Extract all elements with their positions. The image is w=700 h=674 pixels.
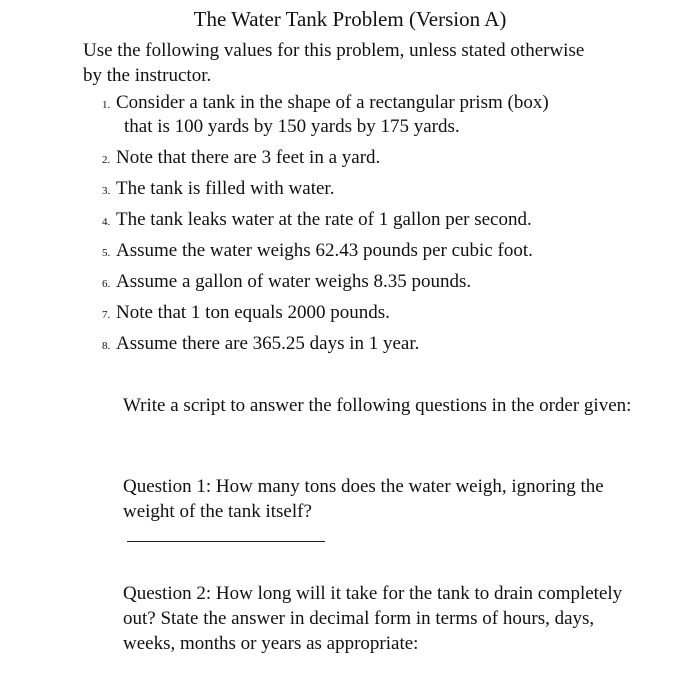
answer-blank-line [127,541,325,542]
list-item-text: The tank leaks water at the rate of 1 gallon per second. [116,209,532,230]
page-title: The Water Tank Problem (Version A) [193,7,507,31]
list-item-text: Note that there are 3 feet in a yard. [116,147,381,168]
list-item [102,270,622,294]
question-1: Question 1: How many tons does the water weigh, ignoring the weight of the tank itself? [123,476,604,522]
list-item-text: Assume a gallon of water weighs 8.35 pounds. [116,271,472,292]
list-item-number: 8. [102,340,111,352]
instructions-paragraph: Write a script to answer the following questions in the order given: [123,395,632,416]
list-item [102,301,622,325]
list-item [102,91,622,139]
list-item [102,146,622,170]
question-2: Question 2: How long will it take for the tank to drain completely out? State the answer in decimal form in terms of hours, days, weeks, months or years as appropriate: [123,583,623,654]
list-item-text: Note that 1 ton equals 2000 pounds. [116,302,390,323]
list-item-text: Consider a tank in the shape of a rectangular prism (box) [116,92,549,113]
list-item-text: Assume there are 365.25 days in 1 year. [116,333,420,354]
list-item [102,332,622,356]
values-list [102,91,622,363]
list-item [102,239,622,263]
list-item-number: 6. [102,278,111,290]
list-item-number: 1. [102,99,111,111]
list-item [102,177,622,201]
list-item-number: 5. [102,247,111,259]
list-item-number: 2. [102,154,111,166]
list-item-text: The tank is filled with water. [116,178,335,199]
list-item [102,208,622,232]
list-item-number: 4. [102,216,111,228]
list-item-text-continued: that is 100 yards by 150 yards by 175 yards. [124,116,460,137]
list-item-number: 7. [102,309,111,321]
list-item-number: 3. [102,185,111,197]
list-item-text: Assume the water weighs 62.43 pounds per cubic foot. [116,240,533,261]
intro-paragraph: Use the following values for this problem, unless stated otherwise by the instructor. [83,40,585,86]
